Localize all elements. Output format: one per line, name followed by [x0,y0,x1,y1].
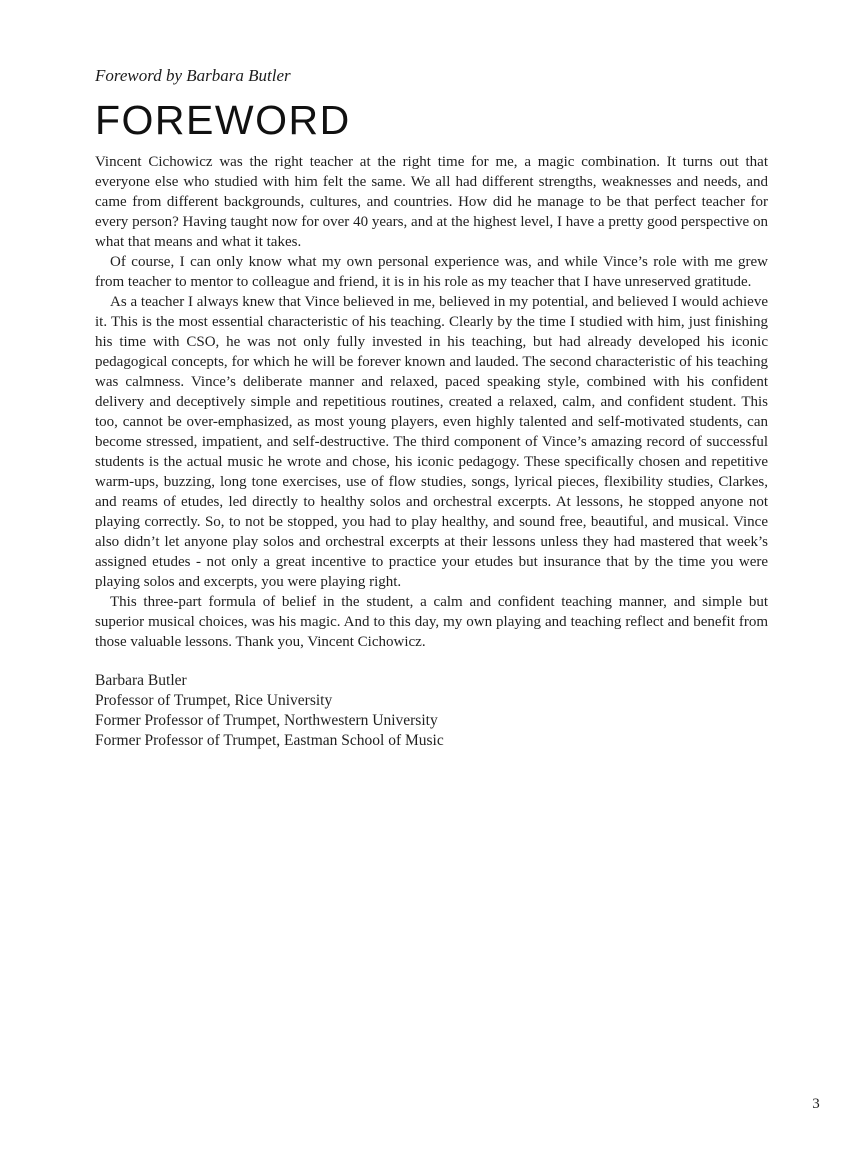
signature-line: Barbara Butler [95,672,187,689]
signature-line: Former Professor of Trumpet, Northwestern University [95,712,438,729]
foreword-kicker: Foreword by Barbara Butler [95,66,291,85]
body-paragraph: This three-part formula of belief in the student, a calm and confident teaching manner, and simple but superior musical choices, was his magic. And to this day, my own playing and teaching reflect and benefit from those valuable lessons. Thank you, Vincent Cichowicz. [95,594,768,650]
signature-block [95,671,768,751]
body-paragraph: Vincent Cichowicz was the right teacher at the right time for me, a magic combination. It turns out that everyone else who studied with him felt the same. We all had different strengths, weaknesses and needs, and came from different backgrounds, cultures, and countries. How did he manage to be that perfect teacher for every person? Having taught now for over 40 years, and at the highest level, I have a pretty good perspective on what that means and what it takes. [95,154,768,250]
page-content [95,66,768,751]
signature-line: Professor of Trumpet, Rice University [95,692,333,709]
body-paragraph: Of course, I can only know what my own personal experience was, and while Vince’s role with me grew from teacher to mentor to colleague and friend, it is in his role as my teacher that I have unreserved gratitude. [95,254,768,290]
body-paragraph: As a teacher I always knew that Vince believed in me, believed in my potential, and believed I would achieve it. This is the most essential characteristic of his teaching. Clearly by the time I studied with him, just finishing his time with CSO, he was not only fully invested in his teaching, but had already developed his iconic pedagogical concepts, for which he will be forever known and lauded. The second characteristic of his teaching was calmness. Vince’s deliberate manner and relaxed, paced speaking style, combined with his confident delivery and deceptively simple and repetitious routines, created a relaxed, calm, and confident student. This too, cannot be over-emphasized, as most young players, even highly talented and self-motivated students, can become stressed, impatient, and self-destructive. The third component of Vince’s amazing record of successful students is the actual music he wrote and chose, his iconic pedagogy. These specifically chosen and repetitive warm-ups, buzzing, long tone exercises, use of flow studies, songs, lyrical pieces, flexibility studies, Clarkes, and reams of etudes, led directly to healthy solos and orchestral excerpts. At lessons, he stopped anyone not playing correctly. So, to not be stopped, you had to play healthy, and sound free, beautiful, and musical. Vince also didn’t let anyone play solos and orchestral excerpts at their lessons unless they had mastered that week’s assigned etudes - not only a great incentive to practice your etudes but insurance that by the time you were playing solos and excerpts, you were playing right. [95,294,768,590]
signature-line: Former Professor of Trumpet, Eastman School of Music [95,732,444,749]
page-number: 3 [812,1096,820,1112]
foreword-body [95,152,768,652]
page-title: FOREWORD [95,97,351,143]
